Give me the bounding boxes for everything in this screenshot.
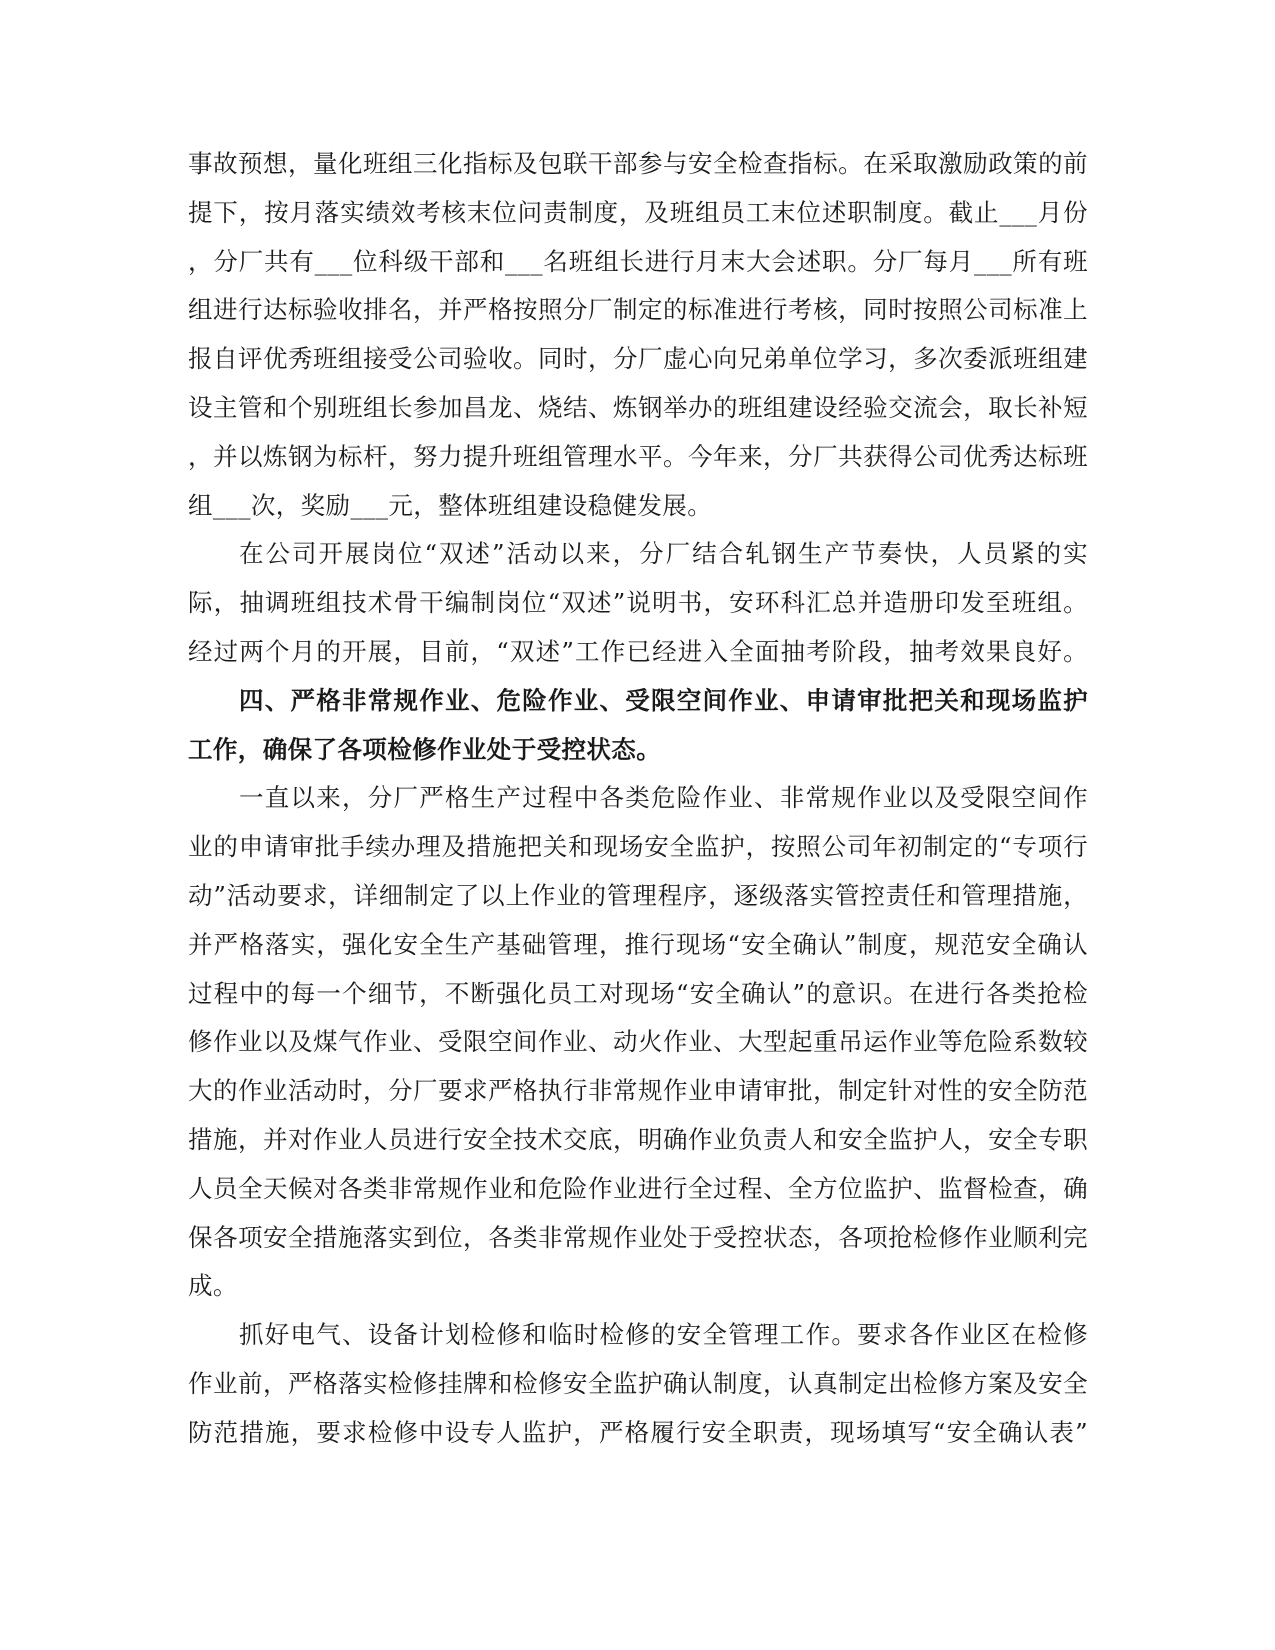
text-line: 成。 bbox=[188, 1271, 238, 1301]
text-line: 际，抽调班组技术骨干编制岗位“双述”说明书，安环科汇总并造册印发至班组。 bbox=[188, 588, 1088, 618]
text-line: 提下，按月落实绩效考核末位问责制度，及班组员工末位述职制度。截止___月份 bbox=[188, 197, 1088, 227]
document-body bbox=[188, 140, 1088, 1458]
text-line: ，分厂共有___位科级干部和___名班组长进行月末大会述职。分厂每月___所有班 bbox=[188, 246, 1088, 276]
text-line: ，并以炼钢为标杆，努力提升班组管理水平。今年来，分厂共获得公司优秀达标班 bbox=[188, 441, 1088, 471]
text-line: 并严格落实，强化安全生产基础管理，推行现场“安全确认”制度，规范安全确认 bbox=[188, 929, 1088, 959]
text-line: 在公司开展岗位“双述”活动以来，分厂结合轧钢生产节奏快，人员紧的实 bbox=[239, 539, 1088, 569]
text-line: 一直以来，分厂严格生产过程中各类危险作业、非常规作业以及受限空间作 bbox=[239, 783, 1088, 813]
text-line: 保各项安全措施落实到位，各类非常规作业处于受控状态，各项抢检修作业顺利完 bbox=[188, 1222, 1088, 1252]
text-line: 报自评优秀班组接受公司验收。同时，分厂虚心向兄弟单位学习，多次委派班组建 bbox=[188, 344, 1088, 374]
text-line: 大的作业活动时，分厂要求严格执行非常规作业申请审批，制定针对性的安全防范 bbox=[188, 1076, 1088, 1106]
text-line: 作业前，严格落实检修挂牌和检修安全监护确认制度，认真制定出检修方案及安全 bbox=[188, 1368, 1088, 1398]
text-line: 措施，并对作业人员进行安全技术交底，明确作业负责人和安全监护人，安全专职 bbox=[188, 1124, 1088, 1154]
section-heading: 四、严格非常规作业、危险作业、受限空间作业、申请审批把关和现场监护 bbox=[239, 685, 1088, 715]
text-line: 动”活动要求，详细制定了以上作业的管理程序，逐级落实管控责任和管理措施， bbox=[188, 880, 1088, 910]
text-line: 人员全天候对各类非常规作业和危险作业进行全过程、全方位监护、监督检查，确 bbox=[188, 1173, 1088, 1203]
text-line: 防范措施，要求检修中设专人监护，严格履行安全职责，现场填写“安全确认表” bbox=[188, 1417, 1088, 1447]
text-line: 抓好电气、设备计划检修和临时检修的安全管理工作。要求各作业区在检修 bbox=[239, 1320, 1088, 1350]
text-line: 业的申请审批手续办理及措施把关和现场安全监护，按照公司年初制定的“专项行 bbox=[188, 832, 1088, 862]
text-line: 组___次，奖励___元，整体班组建设稳健发展。 bbox=[188, 490, 713, 520]
text-line: 经过两个月的开展，目前，“双述”工作已经进入全面抽考阶段，抽考效果良好。 bbox=[188, 636, 1088, 666]
text-line: 组进行达标验收排名，并严格按照分厂制定的标准进行考核，同时按照公司标准上 bbox=[188, 295, 1088, 325]
text-line: 设主管和个别班组长参加昌龙、烧结、炼钢举办的班组建设经验交流会，取长补短 bbox=[188, 392, 1088, 422]
text-line: 修作业以及煤气作业、受限空间作业、动火作业、大型起重吊运作业等危险系数较 bbox=[188, 1027, 1088, 1057]
text-line: 事故预想，量化班组三化指标及包联干部参与安全检查指标。在采取激励政策的前 bbox=[188, 149, 1088, 178]
text-line: 过程中的每一个细节，不断强化员工对现场“安全确认”的意识。在进行各类抢检 bbox=[188, 978, 1088, 1008]
section-heading: 工作，确保了各项检修作业处于受控状态。 bbox=[188, 734, 662, 764]
